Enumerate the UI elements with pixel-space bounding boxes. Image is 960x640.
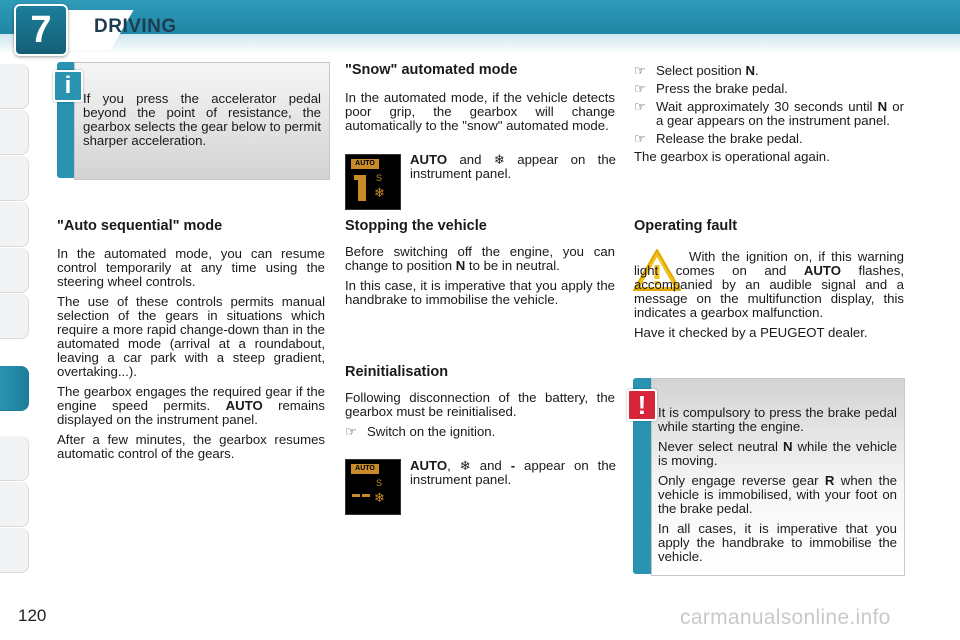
step-bullet-2: ☞ Press the brake pedal. (634, 81, 788, 96)
warning-p2: Never select neutral N while the vehicle is moving. (658, 439, 897, 468)
side-tab-3 (0, 156, 29, 201)
bullet-hand-icon: ☞ (634, 131, 646, 146)
step-bullet-3: ☞ Wait approximately 30 seconds until N or a gear appears on the instrument panel. (634, 99, 904, 128)
fault-text (634, 250, 904, 346)
warning-p3: Only engage reverse gear R when the vehicle is immobilised, with your foot on the brake pedal. (658, 473, 897, 516)
stopping-p2: In this case, it is imperative that you apply the handbrake to immobilise the vehicle. (345, 278, 615, 307)
page-number: 120 (18, 606, 47, 625)
step-bullet-1: ☞ Select position N. (634, 63, 759, 78)
snow-mode-p1: In the automated mode, if the vehicle detects poor grip, the gearbox will change automatically to the "snow" automated mode. (345, 90, 615, 133)
info-box-text: If you press the accelerator pedal beyond the point of resistance, the gearbox selects the gear below to permit sharper acceleration. (83, 91, 321, 148)
side-tab-9 (0, 482, 29, 527)
auto-sequential-section (57, 219, 325, 467)
side-tab-1 (0, 64, 29, 109)
step-bullet-4: ☞ Release the brake pedal. (634, 131, 803, 146)
dash-display-icon (346, 460, 400, 514)
bullet-hand-icon: ☞ (345, 424, 357, 439)
reinit-bullet-1: ☞ Switch on the ignition. (345, 424, 496, 439)
auto-sequential-heading: "Auto sequential" mode (57, 218, 223, 234)
side-tab-6 (0, 294, 29, 339)
svg-text:❄: ❄ (374, 186, 385, 201)
reinit-section (345, 365, 615, 443)
auto-sequential-p3: The gearbox engages the required gear if the engine speed permits. AUTO remains displayed on the instrument panel. (57, 384, 325, 427)
chapter-title: DRIVING (94, 16, 177, 37)
snow-mode-display-note: AUTO and ❄ appear on the instrument panel. (410, 152, 616, 181)
side-tab-4 (0, 202, 29, 247)
reinit-display-note: AUTO, ❄ and - appear on the instrument panel. (410, 458, 616, 487)
svg-text:S: S (376, 478, 383, 488)
warning-p1: It is compulsory to press the brake pedal while starting the engine. (658, 405, 897, 434)
snow-mode-heading: "Snow" automated mode (345, 62, 518, 78)
stopping-section (345, 219, 615, 313)
warning-box-text (658, 406, 897, 570)
side-tab-2 (0, 110, 29, 155)
side-tab-7-active (0, 366, 29, 411)
instrument-panel-reinit (345, 459, 401, 515)
fault-p1: With the ignition on, if this warning light comes on and AUTO flashes, accompanied by an audible signal and a message on the multifunction display, this indicates a gearbox malfunction. (634, 249, 904, 320)
warning-p4: In all cases, it is imperative that you apply the handbrake to immobilise the vehicle. (658, 521, 897, 564)
reinit-p1: Following disconnection of the battery, the gearbox must be reinitialised. (345, 390, 615, 419)
chapter-number-badge (14, 4, 68, 56)
stopping-p1: Before switching off the engine, you can change to position N to be in neutral. (345, 244, 615, 273)
watermark: carmanualsonline.info (680, 606, 891, 629)
fault-heading: Operating fault (634, 218, 738, 234)
panel-auto-label: AUTO (351, 464, 379, 474)
chapter-number: 7 (30, 8, 52, 51)
bullet-hand-icon: ☞ (634, 99, 646, 114)
svg-text:S: S (376, 173, 383, 183)
stopping-heading: Stopping the vehicle (345, 218, 487, 234)
bullet-hand-icon: ☞ (634, 63, 646, 78)
snow-mode-section (345, 63, 615, 139)
steps-after: The gearbox is operational again. (634, 149, 830, 164)
bullet-hand-icon: ☞ (634, 81, 646, 96)
panel-auto-label: AUTO (351, 159, 379, 169)
auto-sequential-p2: The use of these controls permits manual selection of the gears in situations which require a more rapid change-down than in the automated mode (arrival at a roundabout, leaving a car park with a steep gradient, overtaking...). (57, 294, 325, 379)
side-tab-8 (0, 436, 29, 481)
gear-display-icon (346, 155, 400, 209)
info-icon: i (53, 70, 83, 102)
fault-section (634, 219, 904, 239)
side-tab-5 (0, 248, 29, 293)
auto-sequential-p4: After a few minutes, the gearbox resumes automatic control of the gears. (57, 432, 325, 461)
svg-text:❄: ❄ (374, 491, 385, 506)
exclamation-icon: ! (627, 389, 657, 421)
fault-p2: Have it checked by a PEUGEOT dealer. (634, 325, 868, 340)
side-tab-10 (0, 528, 29, 573)
instrument-panel-snow (345, 154, 401, 210)
auto-sequential-p1: In the automated mode, you can resume control temporarily at any time using the steering wheel controls. (57, 246, 325, 289)
reinit-heading: Reinitialisation (345, 364, 449, 380)
reinit-steps (634, 64, 904, 170)
